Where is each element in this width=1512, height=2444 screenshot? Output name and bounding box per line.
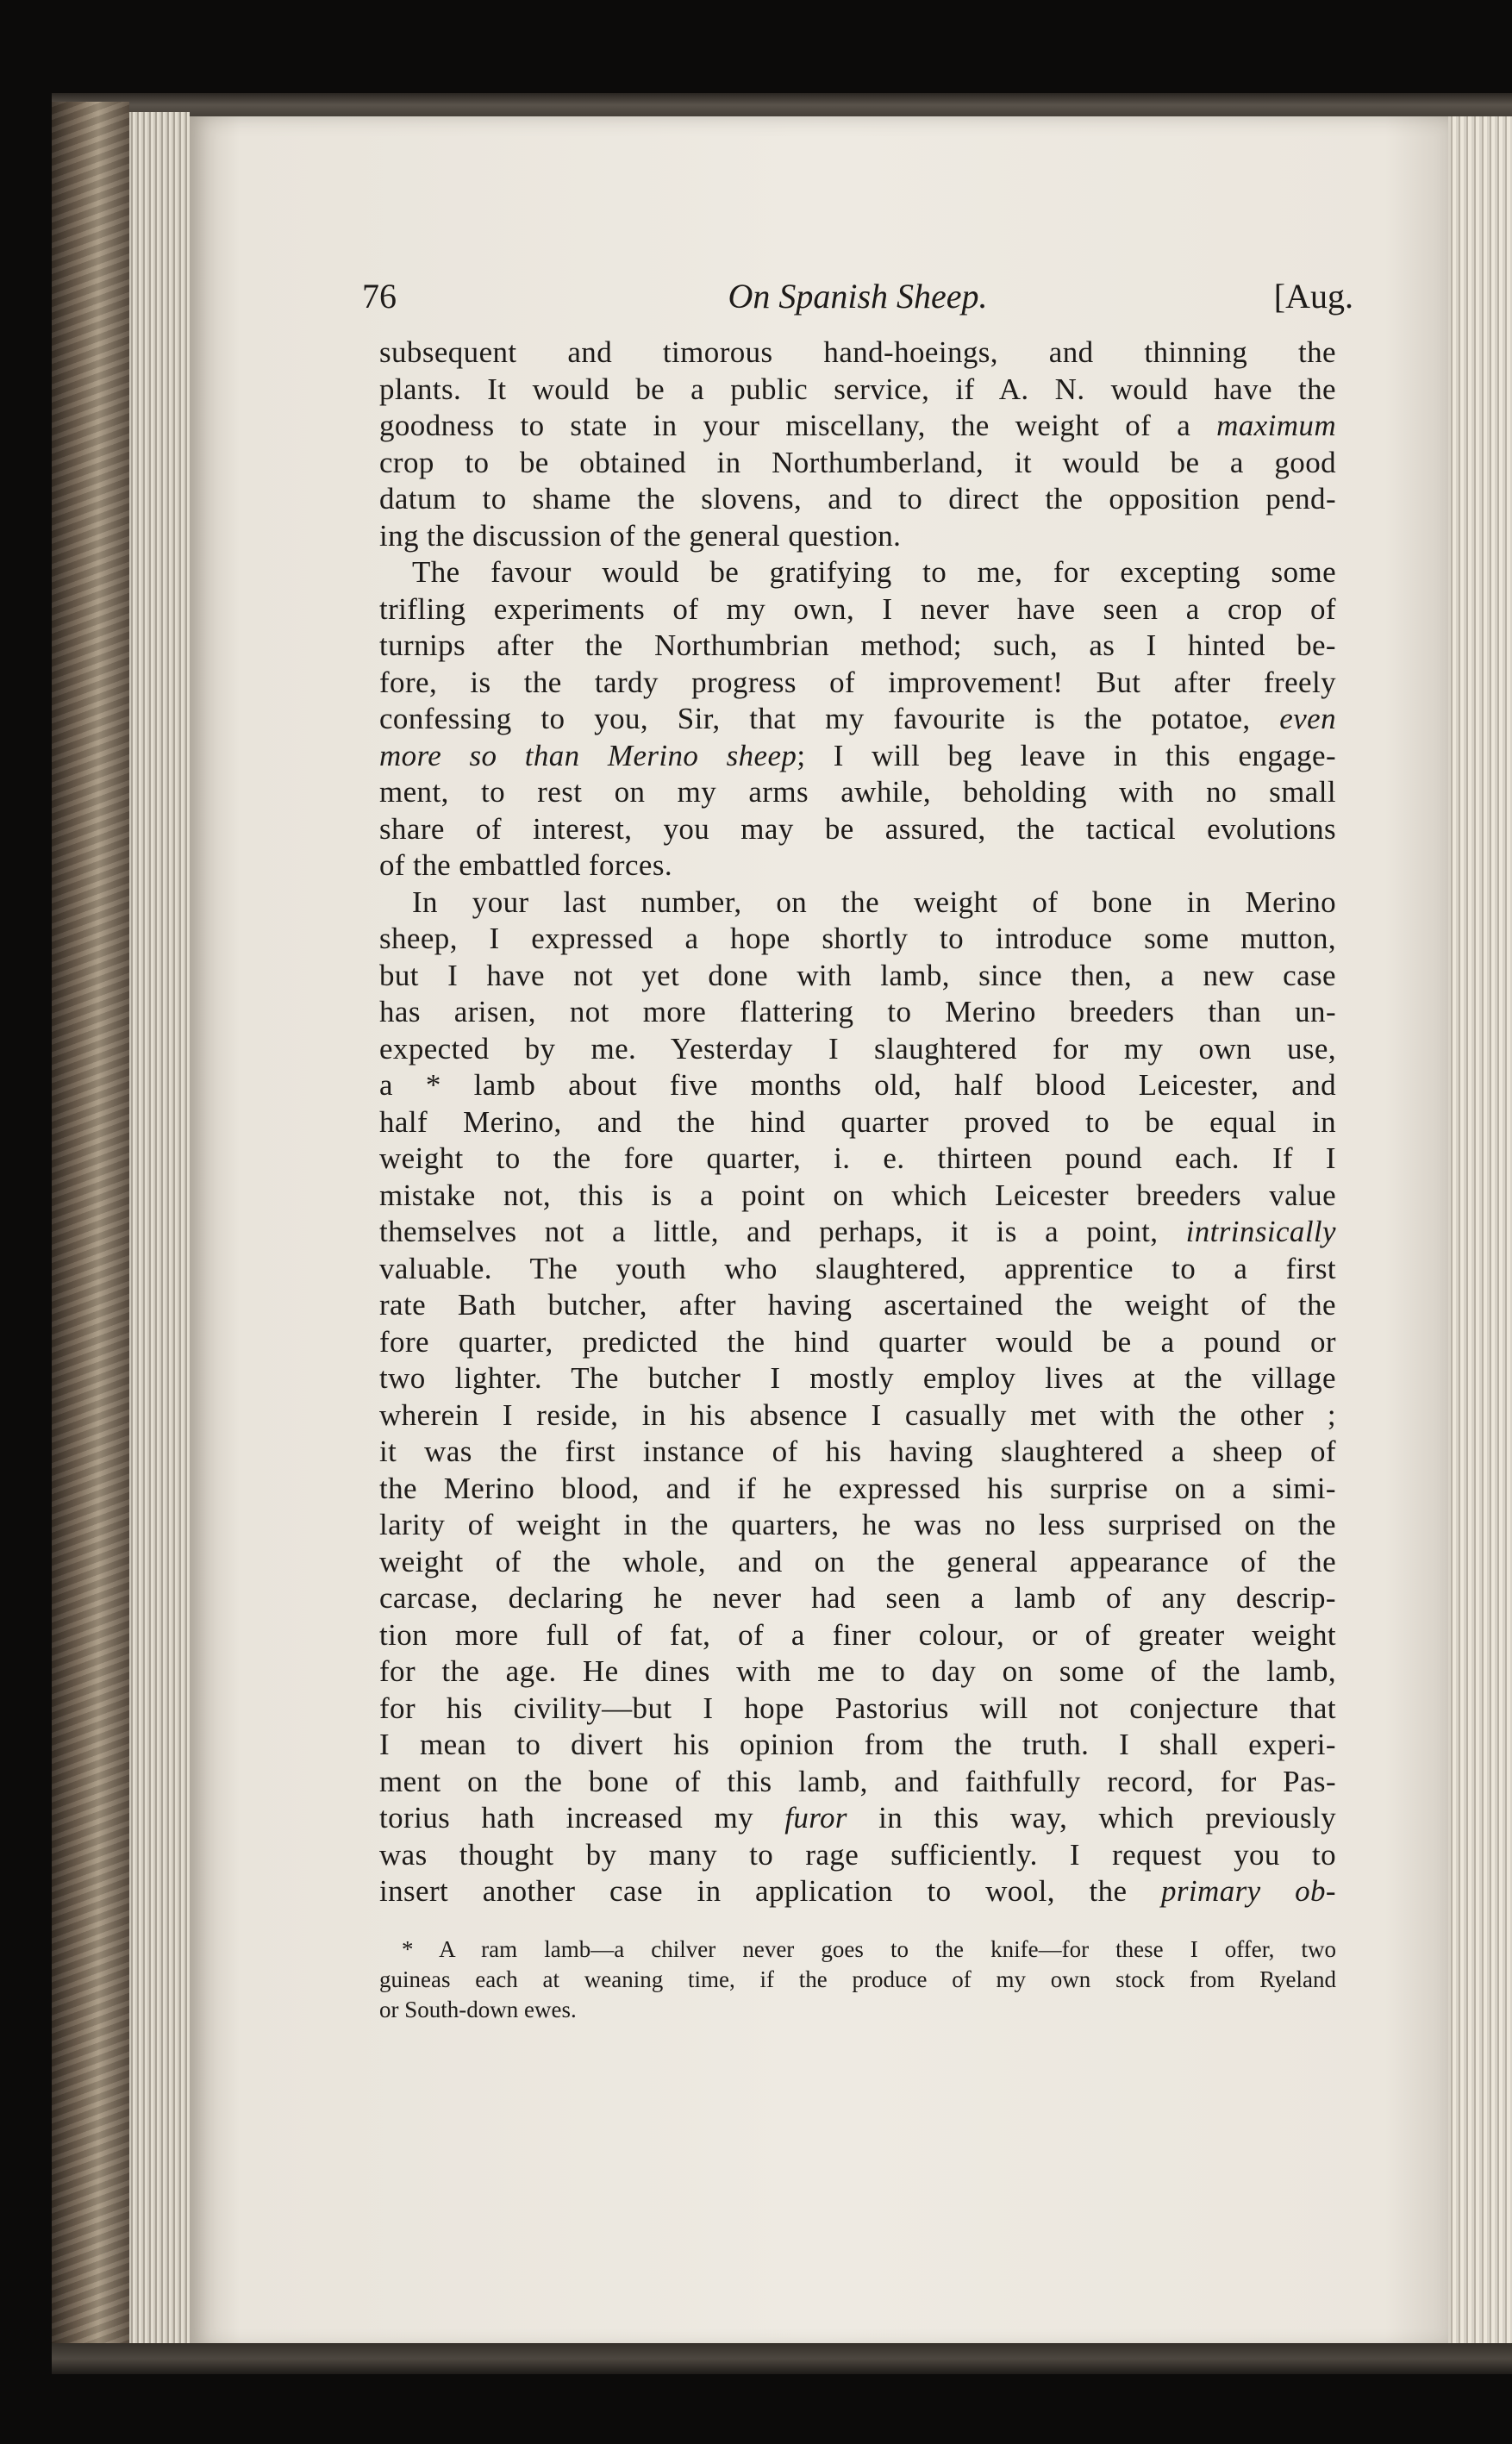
text-line: more so than Merino sheep; I will beg leave in this engage- (379, 738, 1337, 772)
running-head (362, 267, 1353, 322)
text-line: torius hath increased my furor in this way, which previously (379, 1801, 1336, 1835)
text-line: I mean to divert his opinion from the truth. I shall experi- (379, 1728, 1336, 1761)
text-line: larity of weight in the quarters, he was no less surprised on the (379, 1508, 1336, 1541)
footnote-line: * A ram lamb—a chilver never goes to the knife—for these I offer, two (402, 1935, 1336, 1962)
text-line: The favour would be gratifying to me, for excepting some (412, 555, 1336, 589)
italic-word: maximum (1216, 409, 1336, 442)
text-line: the Merino blood, and if he expressed his surprise on a simi- (379, 1471, 1336, 1505)
text-line: plants. It would be a public service, if A. N. would have the (379, 372, 1336, 406)
text-line: half Merino, and the hind quarter proved to be equal in (379, 1104, 1336, 1139)
italic-word: furor (784, 1801, 847, 1835)
text-line: rate Bath butcher, after having ascertained the weight of the (379, 1288, 1336, 1322)
text-line: wherein I reside, in his absence I casually met with the other ; (379, 1397, 1336, 1432)
text-line: mistake not, this is a point on which Leicester breeders value (379, 1178, 1336, 1212)
text-line: fore, is the tardy progress of improvement! But after freely (379, 665, 1336, 699)
footnote-line: or South-down ewes. (379, 1996, 577, 2022)
italic-word: even (1279, 702, 1336, 735)
page-text-block (362, 267, 1353, 2025)
right-page-edges (1448, 116, 1512, 2349)
text-line: ment on the bone of this lamb, and faithfully record, for Pas- (379, 1764, 1336, 1798)
text-line: datum to shame the slovens, and to direct the opposition pend- (379, 482, 1336, 516)
text-line: it was the first instance of his having slaughtered a sheep of (379, 1435, 1336, 1468)
text-line: has arisen, not more flattering to Merino breeders than un- (379, 995, 1336, 1028)
text-line: a * lamb about five months old, half blood Leicester, and (379, 1068, 1336, 1102)
text-line: crop to be obtained in Northumberland, it would be a good (379, 445, 1336, 479)
text-line: for the age. He dines with me to day on some of the lamb, (379, 1654, 1336, 1688)
text-line: weight of the whole, and on the general appearance of the (379, 1544, 1336, 1578)
book-bottom-edge (52, 2343, 1512, 2374)
text-line: themselves not a little, and perhaps, it is a point, intrinsically (379, 1215, 1336, 1248)
italic-word: primary ob- (1160, 1874, 1336, 1908)
text-line: weight to the fore quarter, i. e. thirteen pound each. If I (379, 1141, 1336, 1175)
running-month: [Aug. (1273, 277, 1353, 316)
text-line: ing the discussion of the general question. (379, 518, 902, 553)
marbled-cover (52, 102, 129, 2369)
text-line: was thought by many to rage sufficiently. I request you to (379, 1837, 1336, 1872)
running-title: On Spanish Sheep. (728, 277, 988, 316)
text-line: share of interest, you may be assured, the tactical evolutions (379, 811, 1336, 846)
text-line: of the embattled forces. (379, 848, 673, 882)
text-line: fore quarter, predicted the hind quarter would be a pound or (379, 1324, 1336, 1359)
text-line: sheep, I expressed a hope shortly to introduce some mutton, (379, 922, 1336, 955)
page-number: 76 (362, 277, 397, 316)
text-line: turnips after the Northumbrian method; such, as I hinted be- (379, 628, 1336, 662)
italic-word: intrinsically (1185, 1215, 1336, 1248)
text-line: for his civility—but I hope Pastorius will not conjecture that (379, 1691, 1336, 1725)
text-line: insert another case in application to wool, the primary ob- (379, 1874, 1336, 1908)
footnote (379, 1935, 1336, 2025)
text-line: but I have not yet done with lamb, since then, a new case (379, 958, 1336, 992)
text-line: ment, to rest on my arms awhile, beholding with no small (379, 775, 1336, 809)
text-line: two lighter. The butcher I mostly employ lives at the village (379, 1361, 1336, 1395)
text-line: trifling experiments of my own, I never have seen a crop of (379, 591, 1336, 626)
text-line: tion more full of fat, of a finer colour, or of greater weight (379, 1617, 1336, 1652)
text-line: valuable. The youth who slaughtered, apprentice to a first (379, 1251, 1336, 1285)
text-line: expected by me. Yesterday I slaughtered for my own use, (379, 1031, 1336, 1066)
text-line: carcase, declaring he never had seen a lamb of any descrip- (379, 1581, 1336, 1615)
text-line: In your last number, on the weight of bone in Merino (412, 884, 1336, 919)
italic-phrase: more so than Merino sheep (379, 738, 797, 772)
left-page-edges (129, 112, 190, 2353)
text-line: goodness to state in your miscellany, the weight of a maximum (379, 409, 1336, 442)
text-line: confessing to you, Sir, that my favourite is the potatoe, even (379, 702, 1336, 735)
body-text (379, 334, 1336, 1910)
text-line: subsequent and timorous hand-hoeings, and thinning the (379, 335, 1336, 369)
footnote-line: guineas each at weaning time, if the produce of my own stock from Ryeland (379, 1966, 1336, 1992)
